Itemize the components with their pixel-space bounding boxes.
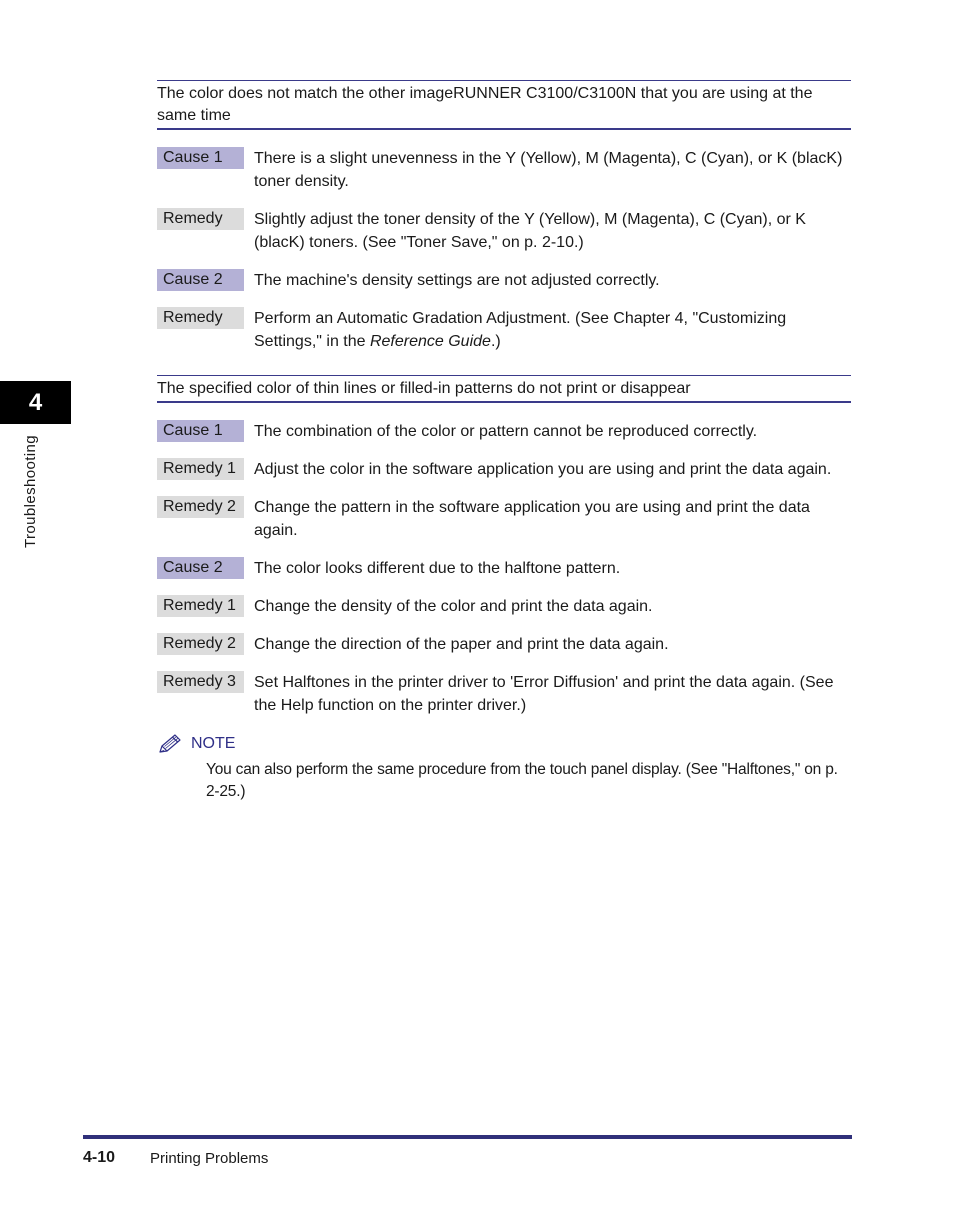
chapter-side-label: Troubleshooting bbox=[22, 434, 39, 548]
chapter-tab bbox=[0, 381, 71, 424]
remedy-text: Change the direction of the paper and print the data again. bbox=[254, 636, 669, 653]
remedy-text bbox=[254, 307, 851, 353]
cause-text: The color looks different due to the halftone pattern. bbox=[254, 560, 621, 577]
remedy-tag: Remedy bbox=[157, 307, 244, 329]
remedy-text: Set Halftones in the printer driver to 'Error Diffusion' and print the data again. (See the Help function on the printer driver.) bbox=[254, 674, 834, 714]
section-thin-lines bbox=[157, 375, 851, 717]
remedy-tag: Remedy 2 bbox=[157, 633, 244, 655]
remedy-row bbox=[157, 595, 851, 618]
pencil-icon bbox=[157, 733, 183, 755]
footer-rule bbox=[83, 1135, 852, 1139]
cause-remedy-list bbox=[157, 147, 851, 353]
remedy-tag: Remedy 1 bbox=[157, 458, 244, 480]
remedy-text: Adjust the color in the software application you are using and print the data again. bbox=[254, 461, 832, 478]
cause-text: The machine's density settings are not adjusted correctly. bbox=[254, 272, 660, 289]
remedy-row bbox=[157, 633, 851, 656]
note-box bbox=[157, 732, 851, 803]
page-number: 4-10 bbox=[83, 1149, 116, 1166]
cause-text: The combination of the color or pattern cannot be reproduced correctly. bbox=[254, 423, 758, 440]
section-color-mismatch bbox=[157, 80, 851, 353]
remedy-text: Change the density of the color and print the data again. bbox=[254, 598, 653, 615]
cause-row bbox=[157, 269, 851, 292]
remedy-text: Change the pattern in the software application you are using and print the data again. bbox=[254, 499, 810, 539]
cause-tag: Cause 2 bbox=[157, 557, 244, 579]
remedy-text: Slightly adjust the toner density of the Y (Yellow), M (Magenta), C (Cyan), or K (blacK) toners. (See "Toner Save," on p. 2-10.) bbox=[254, 211, 806, 251]
cause-tag: Cause 2 bbox=[157, 269, 244, 291]
remedy-row bbox=[157, 671, 851, 717]
page-content bbox=[157, 80, 851, 803]
cause-remedy-list bbox=[157, 420, 851, 717]
remedy-tag: Remedy 1 bbox=[157, 595, 244, 617]
section-heading: The color does not match the other imageRUNNER C3100/C3100N that you are using at the same time bbox=[157, 80, 851, 130]
note-text: You can also perform the same procedure from the touch panel display. (See "Halftones," on p. 2-25.) bbox=[206, 761, 838, 800]
cause-tag: Cause 1 bbox=[157, 147, 244, 169]
cause-row bbox=[157, 420, 851, 443]
chapter-number: 4 bbox=[28, 388, 43, 416]
remedy-text-before: Perform an Automatic Gradation Adjustment. (See Chapter 4, "Customizing Settings," in the bbox=[254, 310, 787, 350]
remedy-tag: Remedy 2 bbox=[157, 496, 244, 518]
reference-guide-title: Reference Guide bbox=[369, 333, 491, 350]
note-header bbox=[157, 732, 851, 756]
section-heading: The specified color of thin lines or filled-in patterns do not print or disappear bbox=[157, 375, 851, 403]
cause-tag: Cause 1 bbox=[157, 420, 244, 442]
remedy-tag: Remedy 3 bbox=[157, 671, 244, 693]
footer-section-title: Printing Problems bbox=[150, 1150, 269, 1167]
remedy-row bbox=[157, 307, 851, 353]
cause-text: There is a slight unevenness in the Y (Yellow), M (Magenta), C (Cyan), or K (blacK) toner density. bbox=[254, 150, 843, 190]
remedy-text-after: .) bbox=[490, 333, 501, 350]
remedy-row bbox=[157, 208, 851, 254]
remedy-row bbox=[157, 458, 851, 481]
remedy-row bbox=[157, 496, 851, 542]
remedy-tag: Remedy bbox=[157, 208, 244, 230]
cause-row bbox=[157, 147, 851, 193]
cause-row bbox=[157, 557, 851, 580]
note-label: NOTE bbox=[191, 735, 236, 752]
